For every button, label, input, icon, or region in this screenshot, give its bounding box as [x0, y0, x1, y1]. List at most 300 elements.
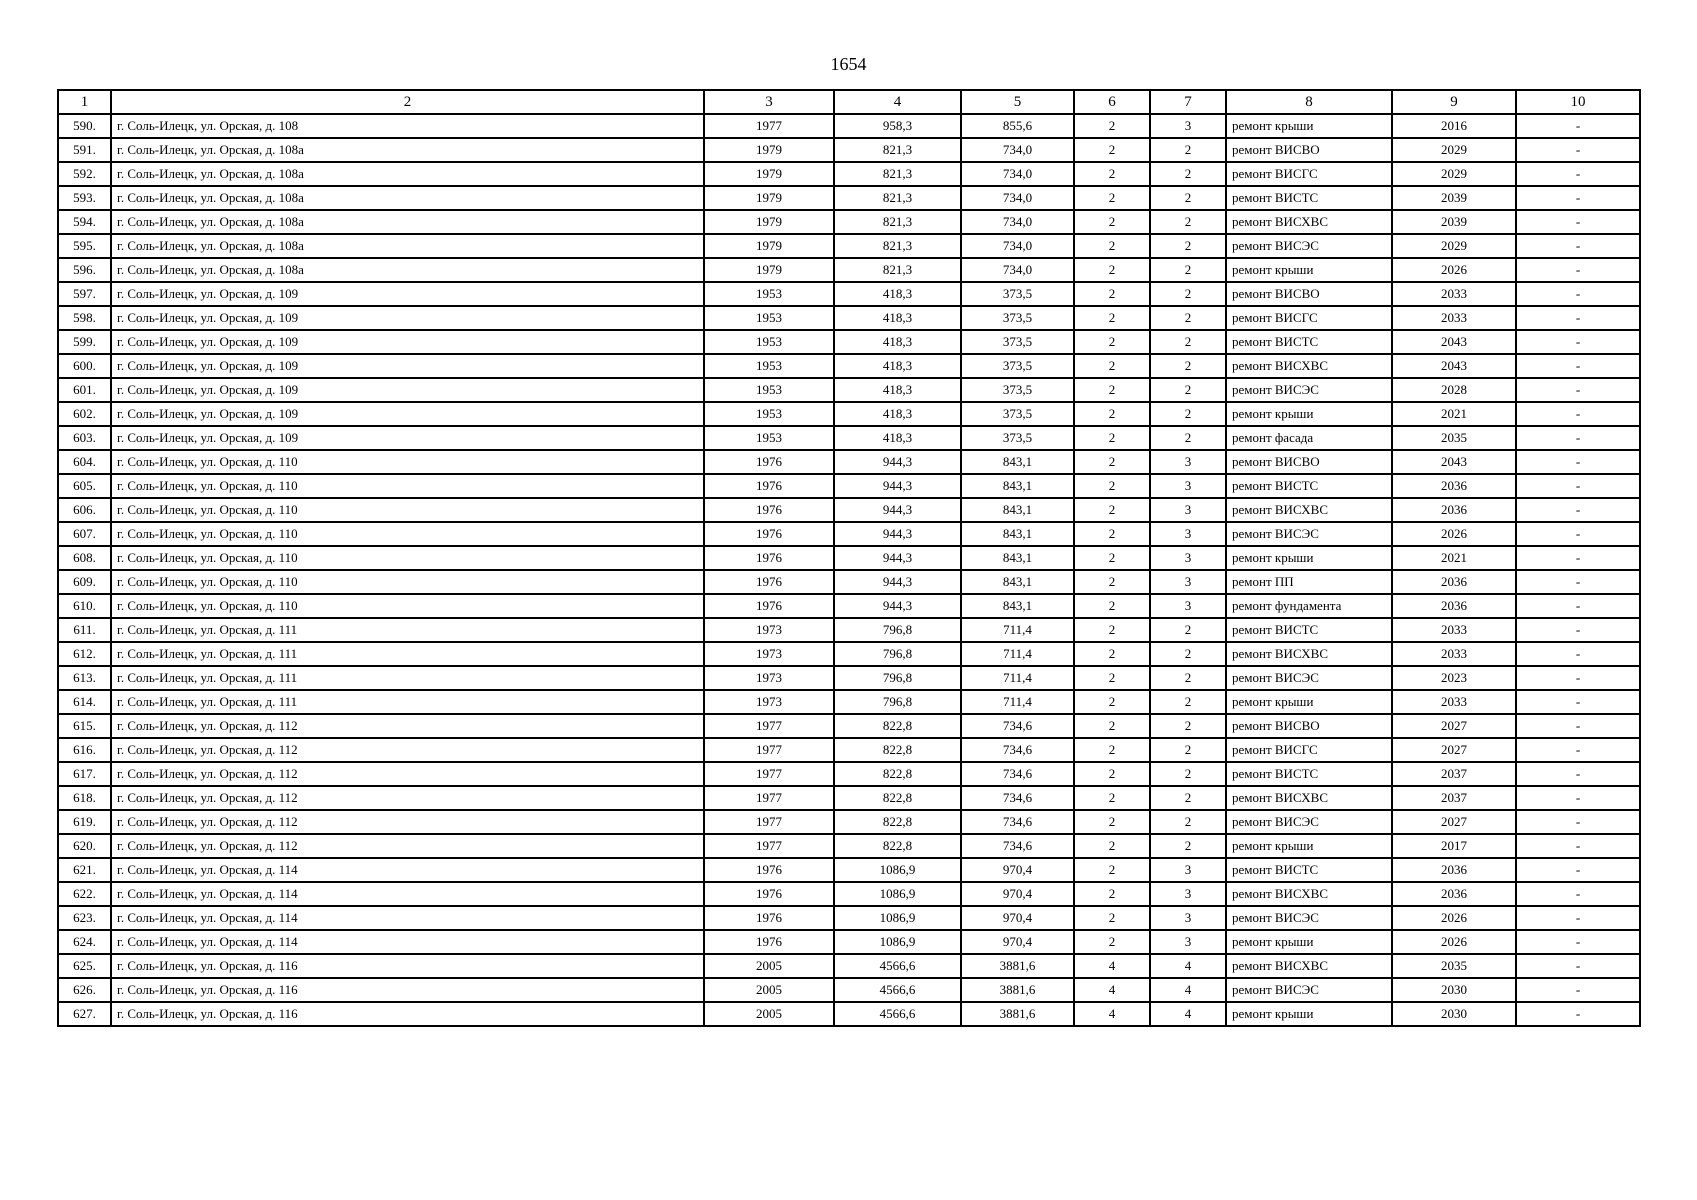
note-cell: -: [1516, 186, 1640, 210]
living-area-cell: 734,0: [961, 210, 1074, 234]
entrances-cell: 2: [1150, 234, 1226, 258]
year-built-cell: 1953: [704, 426, 834, 450]
planned-year-cell: 2028: [1392, 378, 1516, 402]
floors-cell: 2: [1074, 882, 1150, 906]
table-row: [58, 354, 1640, 378]
note-cell: -: [1516, 834, 1640, 858]
floors-cell: 2: [1074, 786, 1150, 810]
row-number-cell: 612.: [58, 642, 111, 666]
floors-cell: 2: [1074, 690, 1150, 714]
year-built-cell: 1977: [704, 738, 834, 762]
table-row: [58, 714, 1640, 738]
row-number-cell: 598.: [58, 306, 111, 330]
note-cell: -: [1516, 258, 1640, 282]
column-header: 1: [58, 90, 111, 114]
year-built-cell: 1977: [704, 714, 834, 738]
note-cell: -: [1516, 282, 1640, 306]
total-area-cell: 1086,9: [834, 882, 961, 906]
total-area-cell: 822,8: [834, 810, 961, 834]
address-cell: г. Соль-Илецк, ул. Орская, д. 110: [111, 546, 704, 570]
address-cell: г. Соль-Илецк, ул. Орская, д. 114: [111, 882, 704, 906]
note-cell: -: [1516, 786, 1640, 810]
total-area-cell: 822,8: [834, 738, 961, 762]
planned-year-cell: 2021: [1392, 546, 1516, 570]
year-built-cell: 1977: [704, 762, 834, 786]
repair-type-cell: ремонт ВИСТС: [1226, 858, 1392, 882]
row-number-cell: 623.: [58, 906, 111, 930]
floors-cell: 2: [1074, 162, 1150, 186]
repair-type-cell: ремонт ВИСЭС: [1226, 810, 1392, 834]
note-cell: -: [1516, 522, 1640, 546]
address-cell: г. Соль-Илецк, ул. Орская, д. 110: [111, 474, 704, 498]
address-cell: г. Соль-Илецк, ул. Орская, д. 108а: [111, 186, 704, 210]
repair-type-cell: ремонт ПП: [1226, 570, 1392, 594]
entrances-cell: 3: [1150, 882, 1226, 906]
address-cell: г. Соль-Илецк, ул. Орская, д. 114: [111, 930, 704, 954]
note-cell: -: [1516, 762, 1640, 786]
repair-type-cell: ремонт крыши: [1226, 258, 1392, 282]
year-built-cell: 1973: [704, 618, 834, 642]
table-body: [58, 114, 1640, 1026]
planned-year-cell: 2023: [1392, 666, 1516, 690]
year-built-cell: 1976: [704, 450, 834, 474]
planned-year-cell: 2036: [1392, 474, 1516, 498]
repair-type-cell: ремонт ВИСЭС: [1226, 666, 1392, 690]
living-area-cell: 843,1: [961, 570, 1074, 594]
entrances-cell: 2: [1150, 834, 1226, 858]
note-cell: -: [1516, 234, 1640, 258]
table-row: [58, 762, 1640, 786]
planned-year-cell: 2027: [1392, 810, 1516, 834]
year-built-cell: 1953: [704, 378, 834, 402]
note-cell: -: [1516, 498, 1640, 522]
entrances-cell: 2: [1150, 738, 1226, 762]
total-area-cell: 796,8: [834, 666, 961, 690]
repair-type-cell: ремонт ВИСТС: [1226, 330, 1392, 354]
floors-cell: 2: [1074, 642, 1150, 666]
address-cell: г. Соль-Илецк, ул. Орская, д. 111: [111, 618, 704, 642]
note-cell: -: [1516, 330, 1640, 354]
planned-year-cell: 2035: [1392, 426, 1516, 450]
table-row: [58, 882, 1640, 906]
entrances-cell: 2: [1150, 282, 1226, 306]
column-header: 3: [704, 90, 834, 114]
row-number-cell: 604.: [58, 450, 111, 474]
row-number-cell: 626.: [58, 978, 111, 1002]
address-cell: г. Соль-Илецк, ул. Орская, д. 109: [111, 354, 704, 378]
table-row: [58, 474, 1640, 498]
total-area-cell: 1086,9: [834, 858, 961, 882]
planned-year-cell: 2029: [1392, 234, 1516, 258]
planned-year-cell: 2029: [1392, 162, 1516, 186]
total-area-cell: 944,3: [834, 474, 961, 498]
year-built-cell: 1976: [704, 546, 834, 570]
row-number-cell: 627.: [58, 1002, 111, 1026]
row-number-cell: 603.: [58, 426, 111, 450]
entrances-cell: 2: [1150, 810, 1226, 834]
total-area-cell: 821,3: [834, 138, 961, 162]
note-cell: -: [1516, 162, 1640, 186]
address-cell: г. Соль-Илецк, ул. Орская, д. 116: [111, 978, 704, 1002]
year-built-cell: 1977: [704, 786, 834, 810]
repair-type-cell: ремонт ВИСХВС: [1226, 954, 1392, 978]
address-cell: г. Соль-Илецк, ул. Орская, д. 114: [111, 906, 704, 930]
floors-cell: 2: [1074, 330, 1150, 354]
total-area-cell: 796,8: [834, 642, 961, 666]
note-cell: -: [1516, 618, 1640, 642]
column-header: 2: [111, 90, 704, 114]
table-row: [58, 594, 1640, 618]
living-area-cell: 970,4: [961, 930, 1074, 954]
planned-year-cell: 2033: [1392, 306, 1516, 330]
note-cell: -: [1516, 930, 1640, 954]
floors-cell: 2: [1074, 522, 1150, 546]
table-row: [58, 426, 1640, 450]
table-row: [58, 858, 1640, 882]
address-cell: г. Соль-Илецк, ул. Орская, д. 116: [111, 954, 704, 978]
row-number-cell: 619.: [58, 810, 111, 834]
total-area-cell: 944,3: [834, 450, 961, 474]
planned-year-cell: 2026: [1392, 930, 1516, 954]
address-cell: г. Соль-Илецк, ул. Орская, д. 112: [111, 834, 704, 858]
year-built-cell: 1953: [704, 354, 834, 378]
address-cell: г. Соль-Илецк, ул. Орская, д. 108а: [111, 210, 704, 234]
entrances-cell: 2: [1150, 330, 1226, 354]
year-built-cell: 1976: [704, 594, 834, 618]
note-cell: -: [1516, 450, 1640, 474]
table-row: [58, 1002, 1640, 1026]
entrances-cell: 2: [1150, 426, 1226, 450]
entrances-cell: 2: [1150, 210, 1226, 234]
total-area-cell: 944,3: [834, 498, 961, 522]
year-built-cell: 1979: [704, 138, 834, 162]
entrances-cell: 2: [1150, 258, 1226, 282]
floors-cell: 2: [1074, 546, 1150, 570]
planned-year-cell: 2036: [1392, 858, 1516, 882]
total-area-cell: 821,3: [834, 210, 961, 234]
living-area-cell: 734,6: [961, 714, 1074, 738]
planned-year-cell: 2043: [1392, 330, 1516, 354]
repair-type-cell: ремонт ВИСТС: [1226, 618, 1392, 642]
table-row: [58, 522, 1640, 546]
note-cell: -: [1516, 426, 1640, 450]
repair-type-cell: ремонт ВИСЭС: [1226, 522, 1392, 546]
row-number-cell: 599.: [58, 330, 111, 354]
row-number-cell: 601.: [58, 378, 111, 402]
repair-type-cell: ремонт ВИСТС: [1226, 474, 1392, 498]
address-cell: г. Соль-Илецк, ул. Орская, д. 109: [111, 282, 704, 306]
table-row: [58, 402, 1640, 426]
floors-cell: 2: [1074, 450, 1150, 474]
floors-cell: 2: [1074, 282, 1150, 306]
entrances-cell: 3: [1150, 858, 1226, 882]
planned-year-cell: 2027: [1392, 714, 1516, 738]
address-cell: г. Соль-Илецк, ул. Орская, д. 112: [111, 810, 704, 834]
row-number-cell: 590.: [58, 114, 111, 138]
planned-year-cell: 2017: [1392, 834, 1516, 858]
repair-type-cell: ремонт ВИСХВС: [1226, 354, 1392, 378]
repair-type-cell: ремонт фасада: [1226, 426, 1392, 450]
floors-cell: 2: [1074, 402, 1150, 426]
address-cell: г. Соль-Илецк, ул. Орская, д. 111: [111, 642, 704, 666]
entrances-cell: 2: [1150, 714, 1226, 738]
row-number-cell: 606.: [58, 498, 111, 522]
floors-cell: 2: [1074, 378, 1150, 402]
row-number-cell: 610.: [58, 594, 111, 618]
entrances-cell: 2: [1150, 642, 1226, 666]
total-area-cell: 1086,9: [834, 906, 961, 930]
note-cell: -: [1516, 690, 1640, 714]
year-built-cell: 1953: [704, 330, 834, 354]
address-cell: г. Соль-Илецк, ул. Орская, д. 110: [111, 522, 704, 546]
planned-year-cell: 2036: [1392, 882, 1516, 906]
entrances-cell: 2: [1150, 306, 1226, 330]
row-number-cell: 622.: [58, 882, 111, 906]
address-cell: г. Соль-Илецк, ул. Орская, д. 110: [111, 450, 704, 474]
address-cell: г. Соль-Илецк, ул. Орская, д. 108а: [111, 138, 704, 162]
repair-type-cell: ремонт ВИСГС: [1226, 738, 1392, 762]
table-row: [58, 786, 1640, 810]
floors-cell: 2: [1074, 666, 1150, 690]
repair-type-cell: ремонт крыши: [1226, 402, 1392, 426]
living-area-cell: 734,0: [961, 138, 1074, 162]
table-row: [58, 330, 1640, 354]
living-area-cell: 711,4: [961, 690, 1074, 714]
address-cell: г. Соль-Илецк, ул. Орская, д. 109: [111, 378, 704, 402]
note-cell: -: [1516, 1002, 1640, 1026]
note-cell: -: [1516, 546, 1640, 570]
living-area-cell: 843,1: [961, 594, 1074, 618]
total-area-cell: 4566,6: [834, 978, 961, 1002]
repair-type-cell: ремонт крыши: [1226, 114, 1392, 138]
year-built-cell: 1977: [704, 114, 834, 138]
repair-type-cell: ремонт фундамента: [1226, 594, 1392, 618]
year-built-cell: 1973: [704, 690, 834, 714]
total-area-cell: 944,3: [834, 594, 961, 618]
note-cell: -: [1516, 642, 1640, 666]
header-row: [58, 90, 1640, 114]
address-cell: г. Соль-Илецк, ул. Орская, д. 114: [111, 858, 704, 882]
table-row: [58, 642, 1640, 666]
floors-cell: 2: [1074, 306, 1150, 330]
repair-type-cell: ремонт ВИСВО: [1226, 138, 1392, 162]
year-built-cell: 1976: [704, 498, 834, 522]
floors-cell: 2: [1074, 714, 1150, 738]
entrances-cell: 4: [1150, 954, 1226, 978]
year-built-cell: 1953: [704, 282, 834, 306]
row-number-cell: 621.: [58, 858, 111, 882]
repair-type-cell: ремонт крыши: [1226, 1002, 1392, 1026]
row-number-cell: 607.: [58, 522, 111, 546]
living-area-cell: 3881,6: [961, 1002, 1074, 1026]
table-row: [58, 210, 1640, 234]
total-area-cell: 418,3: [834, 402, 961, 426]
floors-cell: 2: [1074, 906, 1150, 930]
entrances-cell: 3: [1150, 906, 1226, 930]
year-built-cell: 1976: [704, 930, 834, 954]
column-header: 4: [834, 90, 961, 114]
address-cell: г. Соль-Илецк, ул. Орская, д. 111: [111, 666, 704, 690]
entrances-cell: 2: [1150, 666, 1226, 690]
note-cell: -: [1516, 594, 1640, 618]
address-cell: г. Соль-Илецк, ул. Орская, д. 109: [111, 306, 704, 330]
floors-cell: 2: [1074, 618, 1150, 642]
repair-type-cell: ремонт крыши: [1226, 834, 1392, 858]
planned-year-cell: 2043: [1392, 354, 1516, 378]
row-number-cell: 608.: [58, 546, 111, 570]
total-area-cell: 944,3: [834, 522, 961, 546]
repair-type-cell: ремонт ВИСВО: [1226, 282, 1392, 306]
row-number-cell: 625.: [58, 954, 111, 978]
entrances-cell: 2: [1150, 186, 1226, 210]
repair-type-cell: ремонт ВИСХВС: [1226, 642, 1392, 666]
living-area-cell: 373,5: [961, 426, 1074, 450]
table-row: [58, 834, 1640, 858]
table-row: [58, 186, 1640, 210]
note-cell: -: [1516, 114, 1640, 138]
floors-cell: 2: [1074, 930, 1150, 954]
living-area-cell: 711,4: [961, 666, 1074, 690]
year-built-cell: 1979: [704, 258, 834, 282]
entrances-cell: 2: [1150, 762, 1226, 786]
table-row: [58, 138, 1640, 162]
floors-cell: 2: [1074, 426, 1150, 450]
note-cell: -: [1516, 474, 1640, 498]
row-number-cell: 600.: [58, 354, 111, 378]
entrances-cell: 2: [1150, 786, 1226, 810]
repair-type-cell: ремонт ВИСГС: [1226, 162, 1392, 186]
column-header: 6: [1074, 90, 1150, 114]
total-area-cell: 821,3: [834, 234, 961, 258]
row-number-cell: 591.: [58, 138, 111, 162]
table-row: [58, 690, 1640, 714]
repair-type-cell: ремонт ВИСХВС: [1226, 882, 1392, 906]
planned-year-cell: 2036: [1392, 594, 1516, 618]
living-area-cell: 855,6: [961, 114, 1074, 138]
entrances-cell: 2: [1150, 378, 1226, 402]
row-number-cell: 613.: [58, 666, 111, 690]
row-number-cell: 602.: [58, 402, 111, 426]
table-row: [58, 978, 1640, 1002]
living-area-cell: 843,1: [961, 546, 1074, 570]
total-area-cell: 4566,6: [834, 954, 961, 978]
planned-year-cell: 2030: [1392, 1002, 1516, 1026]
floors-cell: 2: [1074, 570, 1150, 594]
total-area-cell: 418,3: [834, 306, 961, 330]
note-cell: -: [1516, 666, 1640, 690]
housing-repair-table: [57, 89, 1641, 1027]
table-row: [58, 666, 1640, 690]
repair-type-cell: ремонт ВИСЭС: [1226, 978, 1392, 1002]
entrances-cell: 3: [1150, 450, 1226, 474]
row-number-cell: 609.: [58, 570, 111, 594]
living-area-cell: 970,4: [961, 882, 1074, 906]
year-built-cell: 1976: [704, 474, 834, 498]
planned-year-cell: 2033: [1392, 282, 1516, 306]
year-built-cell: 1973: [704, 642, 834, 666]
table-row: [58, 282, 1640, 306]
floors-cell: 2: [1074, 834, 1150, 858]
total-area-cell: 418,3: [834, 426, 961, 450]
table-row: [58, 378, 1640, 402]
address-cell: г. Соль-Илецк, ул. Орская, д. 112: [111, 786, 704, 810]
living-area-cell: 734,6: [961, 834, 1074, 858]
floors-cell: 2: [1074, 354, 1150, 378]
year-built-cell: 2005: [704, 1002, 834, 1026]
address-cell: г. Соль-Илецк, ул. Орская, д. 109: [111, 426, 704, 450]
address-cell: г. Соль-Илецк, ул. Орская, д. 110: [111, 570, 704, 594]
year-built-cell: 2005: [704, 954, 834, 978]
table-row: [58, 498, 1640, 522]
floors-cell: 2: [1074, 138, 1150, 162]
year-built-cell: 1976: [704, 570, 834, 594]
column-header: 9: [1392, 90, 1516, 114]
entrances-cell: 2: [1150, 162, 1226, 186]
repair-type-cell: ремонт ВИСТС: [1226, 186, 1392, 210]
floors-cell: 2: [1074, 210, 1150, 234]
planned-year-cell: 2026: [1392, 906, 1516, 930]
planned-year-cell: 2027: [1392, 738, 1516, 762]
row-number-cell: 597.: [58, 282, 111, 306]
year-built-cell: 1979: [704, 234, 834, 258]
living-area-cell: 3881,6: [961, 954, 1074, 978]
planned-year-cell: 2033: [1392, 642, 1516, 666]
address-cell: г. Соль-Илецк, ул. Орская, д. 111: [111, 690, 704, 714]
note-cell: -: [1516, 906, 1640, 930]
row-number-cell: 624.: [58, 930, 111, 954]
row-number-cell: 596.: [58, 258, 111, 282]
year-built-cell: 1976: [704, 522, 834, 546]
living-area-cell: 734,0: [961, 162, 1074, 186]
entrances-cell: 3: [1150, 498, 1226, 522]
table-row: [58, 450, 1640, 474]
floors-cell: 2: [1074, 858, 1150, 882]
table-row: [58, 810, 1640, 834]
column-header: 8: [1226, 90, 1392, 114]
planned-year-cell: 2026: [1392, 258, 1516, 282]
address-cell: г. Соль-Илецк, ул. Орская, д. 108а: [111, 234, 704, 258]
planned-year-cell: 2021: [1392, 402, 1516, 426]
note-cell: -: [1516, 882, 1640, 906]
total-area-cell: 944,3: [834, 546, 961, 570]
table-row: [58, 258, 1640, 282]
entrances-cell: 3: [1150, 546, 1226, 570]
year-built-cell: 1977: [704, 834, 834, 858]
planned-year-cell: 2026: [1392, 522, 1516, 546]
planned-year-cell: 2036: [1392, 570, 1516, 594]
row-number-cell: 611.: [58, 618, 111, 642]
total-area-cell: 821,3: [834, 186, 961, 210]
entrances-cell: 4: [1150, 1002, 1226, 1026]
total-area-cell: 822,8: [834, 762, 961, 786]
note-cell: -: [1516, 402, 1640, 426]
table-row: [58, 738, 1640, 762]
living-area-cell: 734,6: [961, 738, 1074, 762]
floors-cell: 4: [1074, 1002, 1150, 1026]
entrances-cell: 3: [1150, 594, 1226, 618]
living-area-cell: 843,1: [961, 474, 1074, 498]
planned-year-cell: 2037: [1392, 762, 1516, 786]
year-built-cell: 1953: [704, 306, 834, 330]
year-built-cell: 1973: [704, 666, 834, 690]
entrances-cell: 3: [1150, 114, 1226, 138]
address-cell: г. Соль-Илецк, ул. Орская, д. 116: [111, 1002, 704, 1026]
row-number-cell: 620.: [58, 834, 111, 858]
floors-cell: 2: [1074, 498, 1150, 522]
note-cell: -: [1516, 378, 1640, 402]
note-cell: -: [1516, 714, 1640, 738]
living-area-cell: 3881,6: [961, 978, 1074, 1002]
